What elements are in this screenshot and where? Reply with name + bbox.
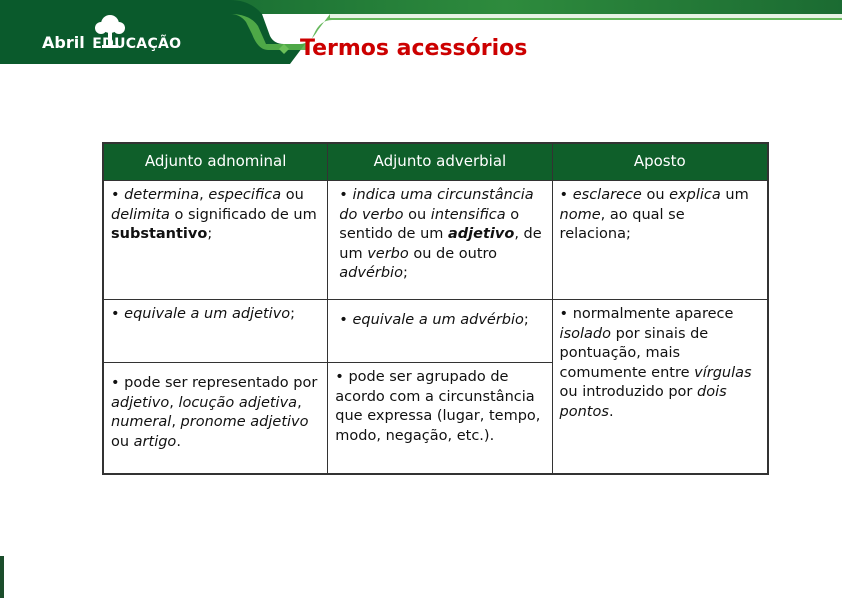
text: • normalmente aparece xyxy=(559,306,734,322)
text: ou xyxy=(641,187,670,203)
text: por sinais de pontuação, mais comumente entre xyxy=(559,325,709,381)
text-em: numeral xyxy=(111,414,172,430)
text: . xyxy=(176,433,181,450)
cell-adverbial-1 xyxy=(328,181,552,300)
text-em: intensifica xyxy=(430,206,506,223)
text-em: adjetivo xyxy=(448,226,515,242)
text-em: indica uma circunstância do verbo xyxy=(339,187,534,223)
text: ou xyxy=(111,433,134,450)
text-em: pronome adjetivo xyxy=(180,414,309,430)
text: ; xyxy=(207,226,213,242)
text: ; xyxy=(290,306,296,322)
text: • xyxy=(559,187,573,203)
bottom-stripe xyxy=(0,556,4,598)
text-em: dois pontos xyxy=(559,384,727,420)
text-bold: substantivo xyxy=(111,226,208,242)
text-em: verbo xyxy=(367,245,409,262)
text: • pode ser representado por xyxy=(111,375,318,391)
cell-adnominal-3 xyxy=(103,363,328,475)
text: ; xyxy=(402,265,408,281)
page-title: Termos acessórios xyxy=(300,36,528,61)
text-em: delimita xyxy=(111,206,170,223)
text: , ao qual se relaciona; xyxy=(559,206,685,242)
text: , xyxy=(171,414,181,430)
text: . xyxy=(608,403,614,420)
cell-adverbial-2 xyxy=(328,300,552,363)
text: o significado de um xyxy=(169,206,317,223)
header-adjunto-adverbial: Adjunto adverbial xyxy=(328,143,552,181)
brand-subname: EDUCAÇÃO xyxy=(92,36,182,52)
text: • xyxy=(111,306,125,322)
text-em: equivale a um advérbio xyxy=(352,312,524,328)
text: ou xyxy=(403,206,431,223)
text-em: adjetivo xyxy=(111,394,170,411)
text-em: nome xyxy=(559,206,601,223)
cell-adverbial-3 xyxy=(328,363,552,475)
text: , xyxy=(297,394,302,411)
text: • pode ser agrupado de acordo com a circunstância que expressa (lugar, tempo, modo, negação, etc.). xyxy=(335,369,541,444)
text-em: advérbio xyxy=(339,265,403,281)
text: , de um xyxy=(339,226,542,262)
cell-adnominal-1 xyxy=(103,181,328,300)
cell-adnominal-2 xyxy=(103,300,328,363)
text: , xyxy=(169,394,179,411)
text: ou xyxy=(281,187,304,203)
text: ou introduzido por xyxy=(559,384,697,400)
text: • xyxy=(339,187,353,203)
text-em: esclarece xyxy=(572,187,642,203)
header-aposto: Aposto xyxy=(552,143,768,181)
text: • xyxy=(339,312,353,328)
text-em: vírgulas xyxy=(694,364,752,381)
text-em: determina xyxy=(124,187,200,203)
text: ; xyxy=(523,312,529,328)
text: , xyxy=(199,187,209,203)
text: ou de outro xyxy=(408,245,498,262)
text-em: isolado xyxy=(559,325,611,342)
brand-name: Abril xyxy=(42,33,85,52)
text-em: equivale a um adjetivo xyxy=(124,306,291,322)
text: • xyxy=(111,187,125,203)
text: um xyxy=(720,187,749,203)
text-em: especifica xyxy=(208,187,282,203)
cell-aposto-1 xyxy=(552,181,768,300)
text-em: artigo xyxy=(133,433,177,450)
text-em: explica xyxy=(669,187,721,203)
brand-logo xyxy=(42,33,181,52)
header-adjunto-adnominal: Adjunto adnominal xyxy=(103,143,328,181)
terms-table xyxy=(102,142,769,475)
bullet-diamond-icon xyxy=(279,44,289,54)
cell-aposto-2 xyxy=(552,300,768,475)
text-em: locução adjetiva xyxy=(178,394,298,411)
text: o sentido de um xyxy=(339,206,520,242)
